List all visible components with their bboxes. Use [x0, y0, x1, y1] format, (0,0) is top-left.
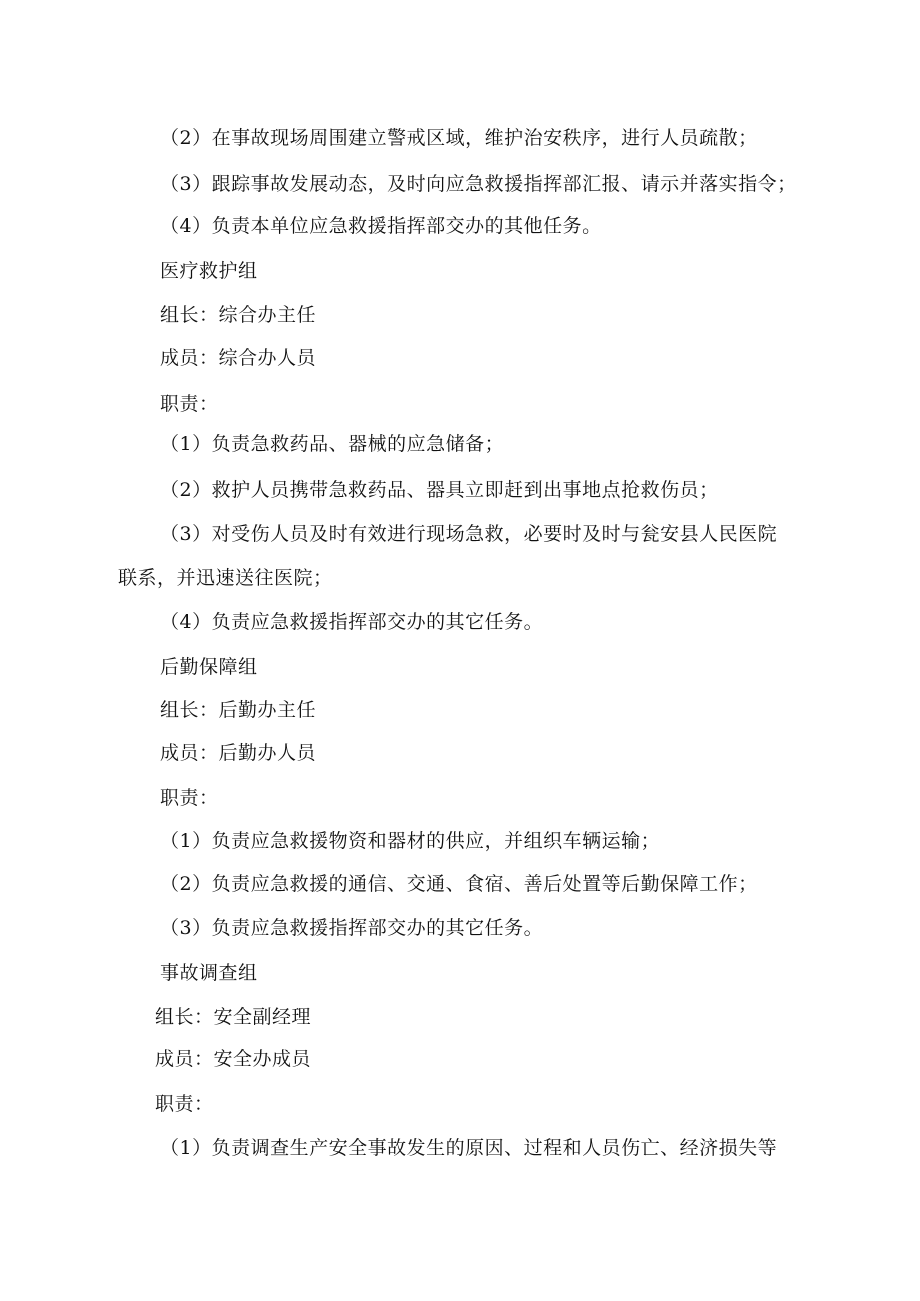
investigation-members: 成员：安全办成员: [155, 1048, 312, 1070]
duty-item-3-tracking: （3）跟踪事故发展动态，及时向应急救援指挥部汇报、请示并落实指令；: [160, 173, 797, 195]
logistics-duty-2: （2）负责应急救援的通信、交通、食宿、善后处置等后勤保障工作；: [160, 873, 758, 895]
investigation-duty-1: （1）负责调查生产安全事故发生的原因、过程和人员伤亡、经济损失等: [160, 1137, 778, 1159]
medical-duties-label: 职责：: [160, 393, 219, 415]
investigation-leader: 组长：安全副经理: [155, 1006, 312, 1028]
medical-duty-4: （4）负责应急救援指挥部交办的其它任务。: [160, 611, 544, 633]
medical-duty-2: （2）救护人员携带急救药品、器具立即赶到出事地点抢救伤员；: [160, 479, 719, 501]
logistics-leader: 组长：后勤办主任: [160, 699, 317, 721]
logistics-duty-3: （3）负责应急救援指挥部交办的其它任务。: [160, 917, 544, 939]
medical-duty-3-continued: 联系，并迅速送往医院；: [118, 567, 333, 589]
medical-duty-3: （3）对受伤人员及时有效进行现场急救，必要时及时与瓮安县人民医院: [160, 523, 778, 545]
section-heading-investigation: 事故调查组: [160, 962, 258, 984]
logistics-duty-1: （1）负责应急救援物资和器材的供应，并组织车辆运输；: [160, 830, 661, 852]
duty-item-4-other: （4）负责本单位应急救援指挥部交办的其他任务。: [160, 215, 602, 237]
investigation-duties-label: 职责：: [155, 1093, 214, 1115]
section-heading-medical: 医疗救护组: [160, 260, 258, 282]
medical-members: 成员：综合办人员: [160, 347, 317, 369]
duty-item-2-evacuation: （2）在事故现场周围建立警戒区域，维护治安秩序，进行人员疏散；: [160, 127, 758, 149]
medical-leader: 组长：综合办主任: [160, 304, 317, 326]
section-heading-logistics: 后勤保障组: [160, 656, 258, 678]
medical-duty-1: （1）负责急救药品、器械的应急储备；: [160, 433, 505, 455]
logistics-members: 成员：后勤办人员: [160, 742, 317, 764]
logistics-duties-label: 职责：: [160, 787, 219, 809]
